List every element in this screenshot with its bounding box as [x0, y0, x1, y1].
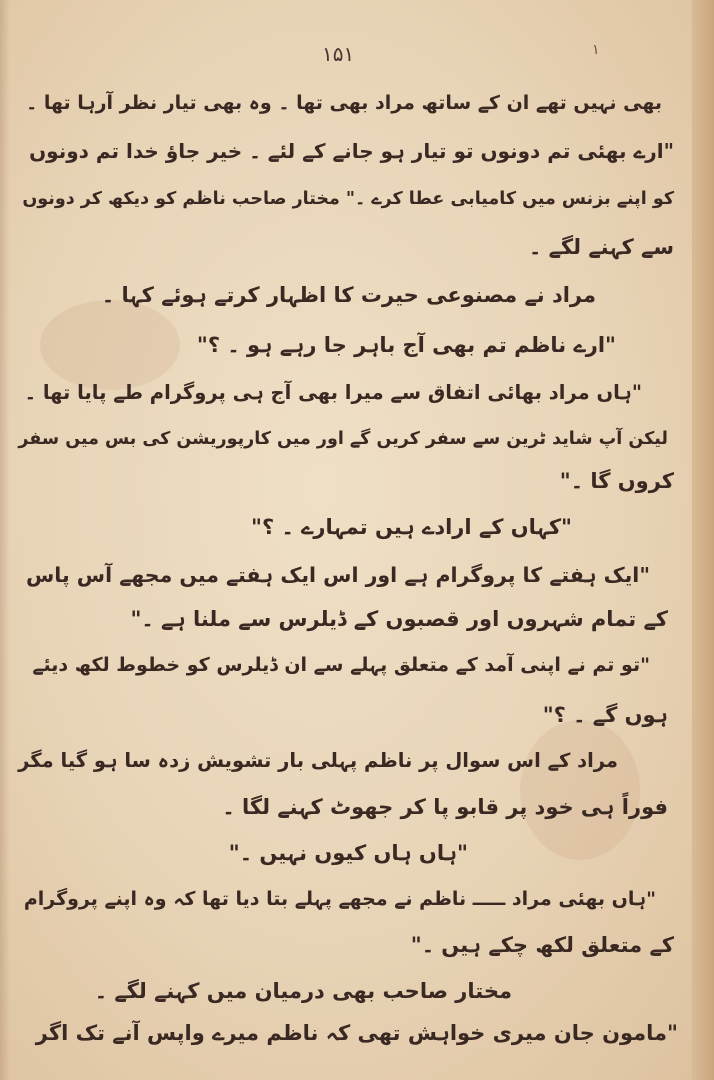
- text-line: کروں گا ۔": [559, 469, 674, 493]
- text-line: "مامون جان میری خواہش تھی کہ ناظم میرے واپس آنے تک اگر: [35, 1021, 678, 1045]
- page-right-edge: [692, 0, 714, 1080]
- paper-stain: [40, 300, 180, 390]
- text-line: "ارے ناظم تم بھی آج باہر جا رہے ہو ۔ ؟": [196, 333, 616, 357]
- text-line: "ہاں بھئی مراد ـــــ ناظم نے مجھے پہلے بتا دیا تھا کہ وہ اپنے پروگرام: [23, 888, 656, 910]
- text-line: کو اپنے بزنس میں کامیابی عطا کرے ۔" مختار صاحب ناظم کو دیکھ کر دونوں: [22, 189, 674, 209]
- text-line: بھی نہیں تھے ان کے ساتھ مراد بھی تھا ۔ وہ بھی تیار نظر آرہا تھا ۔: [26, 92, 662, 114]
- text-line: "ارے بھئی تم دونوں تو تیار ہو جانے کے لئے ۔ خیر جاؤ خدا تم دونوں: [29, 139, 674, 163]
- text-line: کے تمام شہروں اور قصبوں کے ڈیلرس سے ملنا ہے ۔": [130, 607, 668, 631]
- text-line: مختار صاحب بھی درمیان میں کہنے لگے ۔: [94, 979, 512, 1003]
- text-line: "ہاں ہاں کیوں نہیں ۔": [228, 841, 468, 865]
- paper-stain: [520, 720, 640, 860]
- text-line: "کہاں کے ارادے ہیں تمہارے ۔ ؟": [251, 515, 572, 539]
- text-line: ہوں گے ۔ ؟": [542, 703, 668, 727]
- text-line: سے کہنے لگے ۔: [529, 235, 674, 259]
- corner-mark: ۱: [592, 42, 600, 58]
- text-line: فوراً ہی خود پر قابو پا کر جھوٹ کہنے لگا ۔: [222, 795, 668, 819]
- text-line: مراد نے مصنوعی حیرت کا اظہار کرتے ہوئے کہا ۔: [101, 283, 596, 307]
- text-line: کے متعلق لکھ چکے ہیں ۔": [410, 933, 674, 957]
- page-gutter-shadow: [0, 0, 10, 1080]
- text-line: "ہاں مراد بھائی اتفاق سے میرا بھی آج ہی پروگرام طے پایا تھا ۔: [24, 381, 642, 404]
- text-line: مراد کے اس سوال پر ناظم پہلی بار تشویش زدہ سا ہو گیا مگر: [18, 749, 618, 772]
- text-line: لیکن آپ شاید ٹرین سے سفر کریں گے اور میں کارپوریشن کی بس میں سفر: [18, 429, 668, 449]
- text-line: "ایک ہفتے کا پروگرام ہے اور اس ایک ہفتے میں مجھے آس پاس: [25, 563, 650, 587]
- page-number: ۱۵۱: [322, 42, 355, 66]
- text-line: "تو تم نے اپنی آمد کے متعلق پہلے سے ان ڈیلرس کو خطوط لکھ دیئے: [32, 654, 650, 676]
